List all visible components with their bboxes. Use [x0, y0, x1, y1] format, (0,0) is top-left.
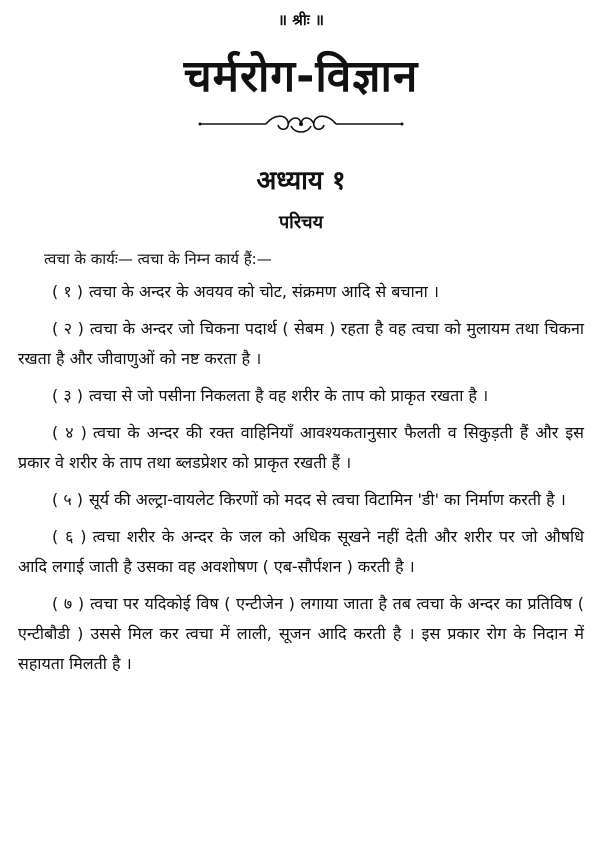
paragraph-text: त्वचा के अन्दर जो चिकना पदार्थ ( सेबम ) रहता है वह त्वचा को मुलायम तथा चिकना रखता है और जीवाणुओं को नष्ट करता है ।	[18, 319, 584, 368]
paragraph-text: त्वचा से जो पसीना निकलता है वह शरीर के ताप को प्राकृत रखता है ।	[88, 386, 489, 405]
paragraph-text: त्वचा शरीर के अन्दर के जल को अधिक सूखने नहीं देती और शरीर पर जो औषधि आदि लगाई जाती है उसका वह अवशोषण ( एब-सौर्पशन ) करती है ।	[18, 527, 584, 576]
paragraph-5	[18, 485, 584, 515]
paragraph-number: ( १ )	[52, 282, 83, 301]
book-title: चर्मरोग-विज्ञान	[183, 51, 419, 102]
paragraph-6	[18, 522, 584, 582]
invocation-header: ॥ श्रीः ॥	[278, 11, 324, 29]
paragraph-number: ( ६ )	[52, 527, 87, 546]
paragraph-text: त्वचा पर यदिकोई विष ( एन्टीजेन ) लगाया जाता है तब त्वचा के अन्दर का प्रतिविष ( एन्टीबौडी ) उससे मिल कर त्वचा में लाली, सूजन आदि करती है । इस प्रकार रोग के निदान में सहायता मिलती है ।	[18, 594, 584, 673]
intro-line: त्वचा के कार्यः— त्वचा के निम्न कार्य हैं:—	[44, 250, 272, 268]
chapter-heading: अध्याय १	[256, 166, 346, 196]
decorative-scroll-divider-icon	[196, 112, 406, 136]
paragraph-text: त्वचा के अन्दर के अवयव को चोट, संक्रमण आदि से बचाना ।	[88, 282, 439, 301]
paragraph-number: ( ५ )	[52, 490, 83, 509]
paragraph-number: ( ७ )	[52, 594, 85, 613]
paragraph-3	[18, 381, 584, 411]
paragraph-text: सूर्य की अल्ट्रा-वायलेट किरणों को मदद से त्वचा विटामिन 'डी' का निर्माण करती है ।	[88, 490, 566, 509]
paragraph-7	[18, 589, 584, 679]
paragraph-text: त्वचा के अन्दर की रक्त वाहिनियाँ आवश्यकतानुसार फैलती व सिकुड़ती हैं और इस प्रकार वे शरीर के ताप तथा ब्लडप्रेशर को प्राकृत रखती हैं ।	[18, 423, 584, 472]
paragraph-number: ( २ )	[52, 319, 84, 338]
paragraph-1	[18, 277, 584, 307]
paragraph-number: ( ४ )	[52, 423, 87, 442]
paragraph-4	[18, 418, 584, 478]
paragraph-number: ( ३ )	[52, 386, 83, 405]
paragraph-2	[18, 314, 584, 374]
section-heading: परिचय	[278, 212, 324, 233]
